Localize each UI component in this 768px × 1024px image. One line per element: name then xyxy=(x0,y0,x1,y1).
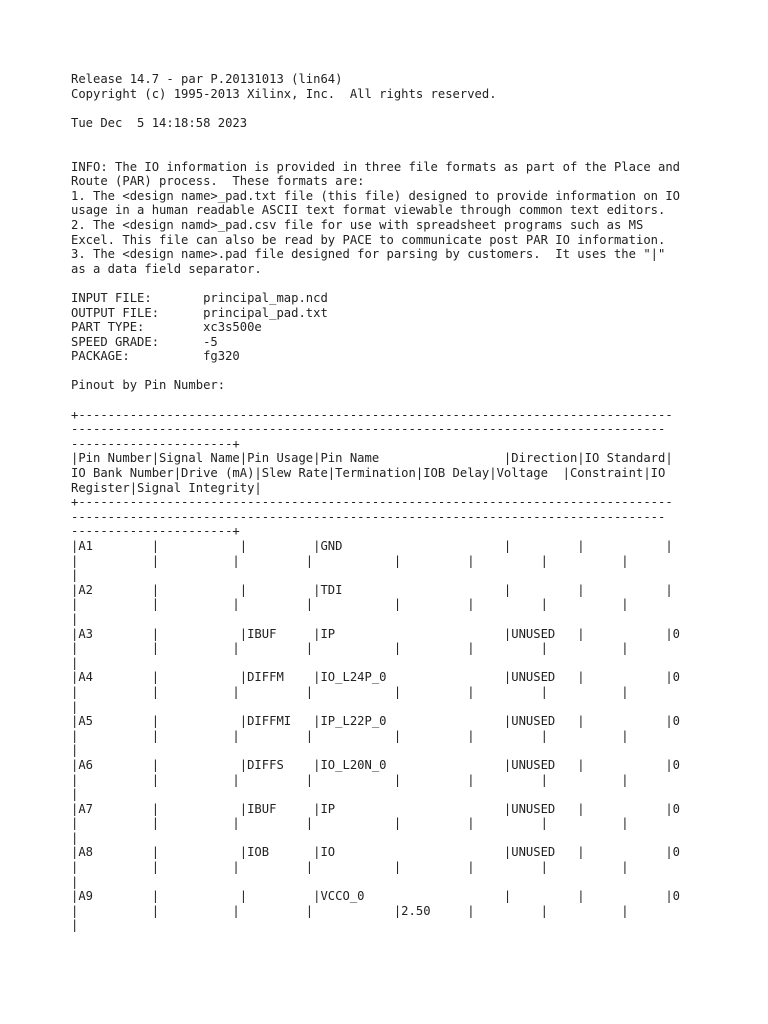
text-line: 2. The <design namd>_pad.csv file for use with spreadsheet programs such as MS xyxy=(71,217,644,232)
text-line: |A3 | |IBUF |IP |UNUSED | |0 xyxy=(71,626,681,641)
text-line: Copyright (c) 1995-2013 Xilinx, Inc. All rights reserved. xyxy=(71,86,497,101)
text-line xyxy=(71,145,761,160)
text-line: |A6 | |DIFFS |IO_L20N_0 |UNUSED | |0 xyxy=(71,757,681,772)
text-line: Register|Signal Integrity| xyxy=(71,480,262,495)
text-line: Tue Dec 5 14:18:58 2023 xyxy=(71,115,248,130)
text-line: usage in a human readable ASCII text format viewable through common text editors. xyxy=(71,203,666,218)
text-line: 1. The <design name>_pad.txt file (this file) designed to provide information on IO xyxy=(71,188,681,203)
text-line: --------------------------------------------------------------------------------- xyxy=(71,509,666,524)
text-line: | | | | | | | | xyxy=(71,553,629,568)
text-line: | xyxy=(71,699,79,714)
text-line: |A2 | | |TDI | | | xyxy=(71,582,673,597)
text-line: | | | | | | | | xyxy=(71,728,629,743)
text-line: | xyxy=(71,874,79,889)
text-line: PACKAGE: fg320 xyxy=(71,349,240,364)
text-line: --------------------------------------------------------------------------------- xyxy=(71,422,666,437)
text-line xyxy=(71,276,761,291)
text-line xyxy=(71,101,761,116)
text-line: SPEED GRADE: -5 xyxy=(71,334,218,349)
text-line: Pinout by Pin Number: xyxy=(71,378,226,393)
text-line: | | | | | | | | xyxy=(71,597,629,612)
text-line: +--------------------------------------------------------------------------------- xyxy=(71,495,673,510)
text-line: | xyxy=(71,611,79,626)
pad-report-document xyxy=(71,72,761,933)
text-line: |A1 | | |GND | | | xyxy=(71,539,673,553)
text-line: | | | | | | | | xyxy=(71,772,629,787)
text-line: IO Bank Number|Drive (mA)|Slew Rate|Termination|IOB Delay|Voltage |Constraint|IO xyxy=(71,466,666,481)
text-line: +--------------------------------------------------------------------------------- xyxy=(71,407,673,422)
text-line: | | | | | | | | xyxy=(71,860,629,875)
text-line: | xyxy=(71,655,79,670)
text-line: ----------------------+ xyxy=(71,524,240,539)
text-line: |A4 | |DIFFM |IO_L24P_0 |UNUSED | |0 xyxy=(71,670,681,685)
text-line: Route (PAR) process. These formats are: xyxy=(71,174,365,189)
text-line: | xyxy=(71,743,79,758)
text-line: | xyxy=(71,918,79,933)
text-line: | | | | | | | | xyxy=(71,641,629,656)
text-line: INFO: The IO information is provided in three file formats as part of the Place and xyxy=(71,159,681,174)
text-line: | xyxy=(71,830,79,845)
text-line: | | | | | | | | xyxy=(71,816,629,831)
text-line: | | | | | | | | xyxy=(71,684,629,699)
text-line: Release 14.7 - par P.20131013 (lin64) xyxy=(71,72,343,86)
text-line xyxy=(71,130,761,145)
text-line: Excel. This file can also be read by PACE to communicate post PAR IO information. xyxy=(71,232,666,247)
text-line: | | | | |2.50 | | | xyxy=(71,903,629,918)
text-line: |A7 | |IBUF |IP |UNUSED | |0 xyxy=(71,801,681,816)
text-line: | xyxy=(71,787,79,802)
text-line: |A5 | |DIFFMI |IP_L22P_0 |UNUSED | |0 xyxy=(71,714,681,729)
text-line: |Pin Number|Signal Name|Pin Usage|Pin Name |Direction|IO Standard| xyxy=(71,451,673,466)
text-line: as a data field separator. xyxy=(71,261,262,276)
text-line xyxy=(71,393,761,408)
text-line: |A9 | | |VCCO_0 | | |0 xyxy=(71,889,681,904)
text-line: ----------------------+ xyxy=(71,436,240,451)
text-line: OUTPUT FILE: principal_pad.txt xyxy=(71,305,328,320)
text-line: INPUT FILE: principal_map.ncd xyxy=(71,290,328,305)
text-line xyxy=(71,364,761,379)
text-line: | xyxy=(71,568,79,583)
text-line: 3. The <design name>.pad file designed for parsing by customers. It uses the "|" xyxy=(71,247,666,262)
text-line: |A8 | |IOB |IO |UNUSED | |0 xyxy=(71,845,681,860)
text-line: PART TYPE: xc3s500e xyxy=(71,320,262,335)
